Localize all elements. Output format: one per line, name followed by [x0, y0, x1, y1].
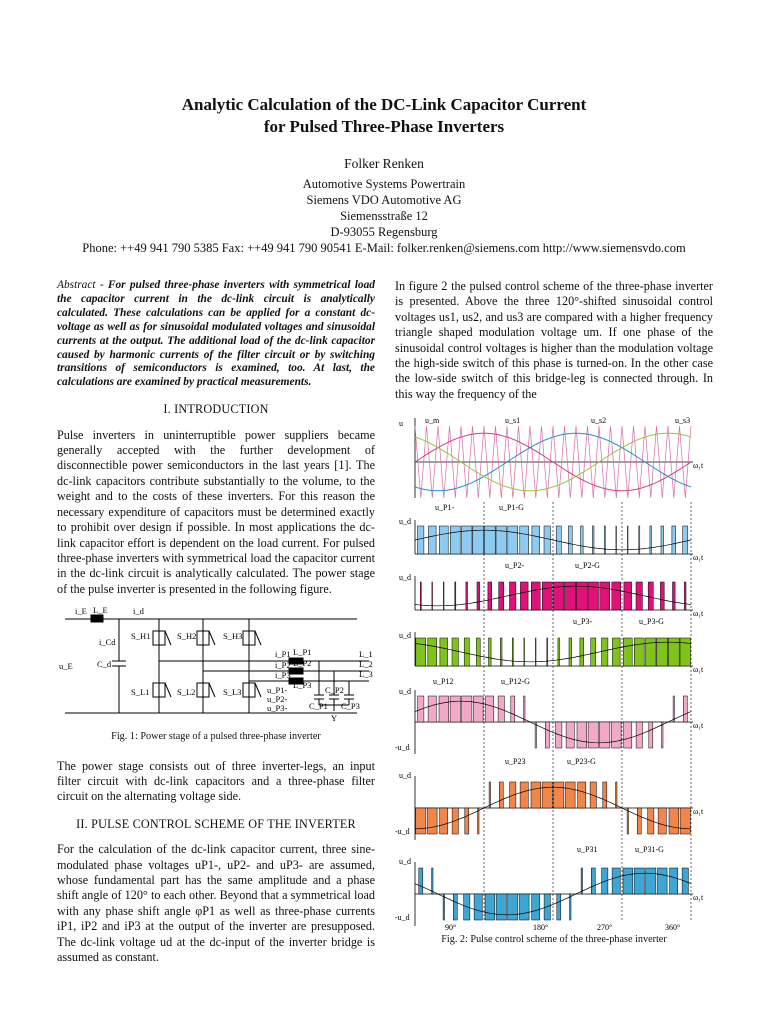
fig2-xtick-180: 180°	[533, 923, 549, 932]
fig2-pulses-p2-bar	[554, 582, 565, 610]
fig2-pulses-p31-bar	[474, 894, 482, 920]
fig2-pulses-p23-bar	[489, 782, 490, 808]
fig2-pulses-p3-bar	[547, 638, 548, 666]
fig2-pulses-p23-bar	[616, 782, 617, 808]
fig1-label-uP1: u_P1-	[267, 685, 288, 696]
fig2-pulses-p31-bar	[508, 894, 518, 920]
fig2-label-uP31G: u_P31-G	[635, 845, 664, 854]
title-line-2: for Pulsed Three-Phase Inverters	[263, 117, 505, 136]
fig2-pulses-p12-bar	[649, 722, 653, 748]
fig2-pulses-p31-bar	[432, 868, 433, 894]
fig2-pulses-p3-bar	[580, 638, 584, 666]
fig1-power-stage-schematic	[57, 605, 375, 725]
affiliation-line: Siemens VDO Automotive AG	[306, 193, 462, 207]
fig1-label-CP3: C_P3	[341, 701, 360, 712]
fig2-ud-label-1: u_d	[399, 517, 411, 526]
fig2-pulses-p23-bar	[566, 782, 576, 808]
fig2-pulses-p12-bar	[428, 696, 436, 722]
fig2-pulses-p3-bar	[440, 638, 448, 666]
fig2-pulses-p31-bar	[646, 868, 656, 894]
fig2-xtick-90: 90°	[445, 923, 457, 932]
fig2-pulses-p1-bar	[462, 526, 473, 554]
fig2-pulses-p12-bar	[588, 722, 598, 748]
fig2-label-uP2: u_P2-	[505, 561, 525, 570]
fig2-pulses-p2-bar	[542, 582, 552, 610]
fig2-omega-label-1: ω₁t	[693, 553, 704, 562]
fig2-pulses-p2-bar	[673, 582, 676, 610]
fig2-neg-ud-label-5: -u_d	[395, 827, 410, 836]
fig1-label-iP3: i_P3	[275, 670, 291, 681]
fig2-pulses-p1-bar	[661, 526, 664, 554]
fig1-label-CP2: C_P2	[325, 685, 344, 696]
fig2-pulses-p23-bar	[578, 782, 586, 808]
fig2-label-uP1: u_P1-	[435, 503, 455, 512]
fig2-omega-label-4: ω₁t	[693, 721, 704, 730]
fig2-xtick-270: 270°	[597, 923, 613, 932]
fig2-pulses-p31-bar	[634, 868, 644, 894]
fig2-pulses-p3-bar	[602, 638, 608, 666]
fig1-label-Y: Y	[331, 713, 338, 724]
fig2-pulses-p1-bar	[672, 526, 676, 554]
paper-title	[0, 94, 768, 138]
fig2-omega-label-2: ω₁t	[693, 609, 704, 618]
fig2-pulses-p1-bar	[592, 526, 594, 554]
fig2-pulses-p12-bar	[462, 696, 472, 722]
fig2-pulse-control-scheme	[395, 412, 713, 932]
fig1-label-iE: i_E	[75, 606, 87, 617]
fig2-omega-label-6: ω₁t	[693, 893, 704, 902]
fig2-neg-ud-label-4: -u_d	[395, 743, 410, 752]
fig2-pulses-p2-bar	[660, 582, 664, 610]
fig2-pulses-p12-bar	[673, 696, 674, 722]
fig1-label-iCd: i_Cd	[99, 637, 116, 648]
fig2-ud-label-5: u_d	[399, 771, 411, 780]
fig2-pulses-p3-bar	[452, 638, 458, 666]
affiliation-line: Automotive Systems Powertrain	[302, 177, 466, 191]
fig2-pulses-p3-bar	[623, 638, 632, 666]
fig1-label-SL3: S_L3	[223, 687, 242, 698]
fig2-pulses-p2-bar	[612, 582, 621, 610]
fig2-pulses-p2-bar	[600, 582, 610, 610]
fig1-label-SL2: S_L2	[177, 687, 196, 698]
fig1-label-iP1: i_P1	[275, 649, 291, 660]
fig2-label-uP1G: u_P1-G	[499, 503, 524, 512]
power-stage-paragraph: The power stage consists out of three inverter-legs, an input filter circuit with dc-link capacitors and a three-phase filter circuit on the alternating voltage side.	[57, 758, 375, 804]
fig2-pulses-p23-bar	[658, 808, 666, 834]
fig2-pulses-p3-bar	[591, 638, 596, 666]
fig2-pulses-p12-bar	[612, 722, 622, 748]
fig1-label-SH2: S_H2	[177, 631, 197, 642]
fig2-pulses-p23-bar	[478, 808, 479, 834]
fig1-label-L3: L_3	[359, 669, 373, 680]
fig2-pulses-p31-bar	[591, 868, 595, 894]
fig2-pulses-p2-bar	[499, 582, 504, 610]
fig2-pulses-p3-bar	[569, 638, 572, 666]
fig2-pulses-p23-bar	[531, 782, 541, 808]
fig2-pulses-p2-bar	[648, 582, 653, 610]
fig2-pulses-p23-bar	[669, 808, 679, 834]
section-heading-introduction: I. INTRODUCTION	[163, 402, 269, 417]
fig2-pulses-p23-bar	[603, 782, 607, 808]
fig1-label-L1: L_1	[359, 649, 373, 660]
fig1-label-SH1: S_H1	[131, 631, 151, 642]
fig2-pulses-p2-bar	[466, 582, 468, 610]
fig2-pulses-p2-bar	[684, 582, 686, 610]
fig2-pulses-p23-bar	[465, 808, 469, 834]
fig1-label-SL1: S_L1	[131, 687, 150, 698]
fig2-pulses-p31-bar	[496, 894, 506, 920]
fig2-pulses-p12-bar	[535, 722, 536, 748]
fig2-omega-label-3: ω₁t	[693, 665, 704, 674]
fig1-label-L2: L_2	[359, 659, 373, 670]
abstract-lead: Abstract -	[57, 279, 104, 291]
fig2-pulses-p2-bar	[636, 582, 642, 610]
fig2-label-uP23: u_P23	[505, 757, 526, 766]
fig2-omega-label-0: ω₁t	[693, 461, 704, 470]
fig2-pulses-p31-bar	[670, 868, 678, 894]
fig2-pulses-p1-bar	[439, 526, 448, 554]
fig2-pulses-p1-bar	[683, 526, 688, 554]
contact-line: Phone: ++49 941 790 5385 Fax: ++49 941 790 90541 E-Mail: folker.renken@siemens.com http://www.siemensvdo.com	[82, 241, 686, 255]
fig1-caption: Fig. 1: Power stage of a pulsed three-phase inverter	[111, 731, 321, 743]
fig2-pulses-p1-bar	[639, 526, 640, 554]
fig2-label-us3: u_s3	[675, 416, 691, 425]
fig2-pulses-p3-bar	[646, 638, 657, 666]
fig2-ud-label-6: u_d	[399, 857, 411, 866]
title-line-1: Analytic Calculation of the DC-Link Capacitor Current	[181, 95, 587, 114]
fig2-pulses-p3-bar	[558, 638, 560, 666]
fig1-label-LP3: L_P3	[293, 680, 312, 691]
fig2-label-uP3: u_P3-	[573, 617, 593, 626]
fig2-pulses-p2-bar	[510, 582, 516, 610]
fig2-pulses-p1-bar	[581, 526, 584, 554]
fig2-pulses-p31-bar	[485, 894, 495, 920]
fig2-label-us2: u_s2	[591, 416, 607, 425]
fig2-pulses-p23-bar	[542, 782, 552, 808]
fig2-label-uP12: u_P12	[433, 677, 454, 686]
fig2-label-uP12G: u_P12-G	[501, 677, 530, 686]
fig2-pulses-p3-bar	[464, 638, 469, 666]
fig2-pulses-p3-bar	[500, 638, 502, 666]
fig2-pulses-p3-bar	[680, 638, 691, 666]
fig2-label-uP2G: u_P2-G	[575, 561, 600, 570]
fig2-pulses-p12-bar	[577, 722, 587, 748]
fig2-pulses-p31-bar	[557, 894, 561, 920]
fig2-pulses-p2-bar	[488, 582, 492, 610]
fig2-pulses-p2-bar	[624, 582, 632, 610]
fig2-pulses-p23-bar	[554, 782, 564, 808]
fig2-pulses-p12-bar	[450, 696, 460, 722]
fig2-pulses-p12-bar	[566, 722, 574, 748]
fig2-pulses-p1-bar	[428, 526, 436, 554]
fig2-pulses-p2-bar	[420, 582, 421, 610]
fig2-pulses-p12-bar	[474, 696, 484, 722]
figure2-intro-paragraph: In figure 2 the pulsed control scheme of the three-phase inverter is presented. Above the three 120°-shifted sinusoidal control voltages us1, us2, and us3 are compared with a higher frequency triangle shaped modulation voltage um. If one phase of the sinusoidal control voltages is higher than the modulation voltage the high-side switch of this phase is turned-on. In the other case the low-side switch of this bridge-leg is connected through. In this way the frequency of the	[395, 279, 713, 401]
fig1-label-uP2: u_P2-	[267, 694, 288, 705]
fig1-label-id: i_d	[133, 606, 144, 617]
fig1-label-iP2: i_P2	[275, 660, 291, 671]
fig2-pulses-p12-bar	[624, 722, 632, 748]
fig2-xtick-360: 360°	[665, 923, 681, 932]
left-column	[57, 279, 375, 965]
fig2-pulses-p31-bar	[581, 868, 582, 894]
fig1-label-uP3: u_P3-	[267, 703, 288, 714]
fig2-pulses-p31-bar	[658, 868, 668, 894]
fig2-pulses-p3-bar	[512, 638, 513, 666]
fig2-pulses-p12-bar	[600, 722, 610, 748]
fig1-label-SH3: S_H3	[223, 631, 243, 642]
fig2-pulses-p31-bar	[612, 868, 620, 894]
fig2-pulses-p23-bar	[416, 808, 426, 834]
author-block	[0, 156, 768, 256]
fig2-pulses-p1-bar	[556, 526, 561, 554]
fig2-pulses-p31-bar	[623, 868, 633, 894]
fig2-pulses-p12-bar	[439, 696, 449, 722]
fig2-pulses-p31-bar	[443, 894, 444, 920]
fig2-pulses-p1-bar	[650, 526, 652, 554]
fig2-pulses-p31-bar	[453, 894, 457, 920]
fig2-pulses-p31-bar	[532, 894, 540, 920]
fig2-pulses-p3-bar	[476, 638, 480, 666]
fig2-pulses-p12-bar	[511, 696, 515, 722]
author-name: Folker Renken	[344, 156, 424, 171]
fig2-pulses-p23-bar	[520, 782, 528, 808]
fig2-pulses-p1-bar	[532, 526, 540, 554]
fig1-label-LP2: L_P2	[293, 658, 312, 669]
fig2-pulses-p2-bar	[520, 582, 528, 610]
intro-paragraph: Pulse inverters in uninterruptible power suppliers became generally accepted with the further development of disconnectible power semiconductors in the last years [1]. The dc-link capacitors contribute substantially to the volume, to the weight and to the costs of these inverters. For this reason the necessary expenditure of capacitors must be determined exactly to prohibit over design if possible. In most applications the dc-link capacitor effort is dependent on the load current. For pulsed three-phase inverters with symmetrical load the capacitor current in the dc-link circuit is analytically calculated. The power stage of the pulse inverter is presented in the following figure.	[57, 427, 375, 596]
fig2-label-uP31: u_P31	[577, 845, 598, 854]
fig2-pulses-p12-bar	[683, 696, 687, 722]
fig2-pulses-p3-bar	[416, 638, 426, 666]
fig1-label-LP1: L_P1	[293, 647, 312, 658]
fig2-ud-label-2: u_d	[399, 573, 411, 582]
abstract	[57, 279, 375, 390]
fig2-pulses-p1-bar	[520, 526, 529, 554]
fig2-pulses-p12-bar	[524, 696, 525, 722]
fig2-pulses-p31-bar	[570, 894, 571, 920]
fig2-pulses-p1-bar	[418, 526, 424, 554]
fig2-pulses-p23-bar	[440, 808, 448, 834]
fig1-label-Cd: C_d	[97, 659, 112, 670]
fig2-pulses-p23-bar	[627, 808, 628, 834]
fig2-pulses-p1-bar	[604, 526, 605, 554]
fig2-pulses-p2-bar	[455, 582, 456, 610]
fig2-label-uP3G: u_P3-G	[639, 617, 664, 626]
fig2-pulses-p1-bar	[544, 526, 550, 554]
fig2-pulses-p2-bar	[588, 582, 599, 610]
fig2-pulses-p23-bar	[680, 808, 690, 834]
fig1-label-uE: u_E	[59, 661, 73, 672]
abstract-text: For pulsed three-phase inverters with symmetrical load the capacitor current in the dc-link circuit is analytically calculated. These calculations can be applied for a constant dc-voltage as well as for sinusoidal modulated voltages and sinusoidal currents at the output. The additional load of the dc-link capacitor caused by harmonic currents of the filter circuit or by switching transitions of semiconductors is examined, too. At last, the calculations are examined by practical measurements.	[57, 279, 375, 389]
fig2-ud-label-3: u_d	[399, 631, 411, 640]
affiliation-line: Siemensstraße 12	[340, 209, 428, 223]
affiliation-line: D-93055 Regensburg	[330, 225, 438, 239]
fig2-pulses-p23-bar	[637, 808, 641, 834]
right-column	[395, 279, 713, 402]
fig2-label-uP23G: u_P23-G	[567, 757, 596, 766]
fig2-pulses-p1-bar	[568, 526, 572, 554]
fig2-axis-label-u: u	[399, 419, 403, 428]
fig2-omega-label-5: ω₁t	[693, 807, 704, 816]
fig2-pulses-p3-bar	[634, 638, 644, 666]
fig2-label-us1: u_s1	[505, 416, 521, 425]
fig2-label-um: u_m	[425, 416, 440, 425]
fig2-ud-label-4: u_d	[399, 687, 411, 696]
fig2-pulses-p2-bar	[477, 582, 480, 610]
fig2-pulses-p31-bar	[419, 868, 423, 894]
fig2-pulses-p1-bar	[450, 526, 460, 554]
fig2-pulses-p1-bar	[508, 526, 518, 554]
fig2-pulses-p2-bar	[531, 582, 540, 610]
fig2-pulses-p12-bar	[486, 696, 494, 722]
fig2-pulses-p23-bar	[499, 782, 503, 808]
fig2-caption: Fig. 2: Pulse control scheme of the three-phase inverter	[441, 934, 667, 945]
fig2-neg-ud-label-6: -u_d	[395, 913, 410, 922]
fig1-label-CP1: C_P1	[309, 701, 328, 712]
fig2-pulses-p3-bar	[428, 638, 437, 666]
fig2-pulses-p1-bar	[496, 526, 507, 554]
pulse-control-paragraph: For the calculation of the dc-link capacitor current, three sine-modulated phase voltages uP1-, uP2- and uP3- are assumed, whose fundamental part has the same amplitude and a phase shift angle of 120° to each other. Beyond that a symmetrical load with any phase shift angle φP1 as well as three-phase currents iP1, iP2 and iP3 at the output of the inverter are presupposed. The dc-link voltage ud at the dc-input of the inverter bridge is assumed as constant.	[57, 842, 375, 964]
fig2-pulses-p12-bar	[662, 722, 663, 748]
section-heading-pulse-control: II. PULSE CONTROL SCHEME OF THE INVERTER	[76, 816, 356, 831]
fig2-pulses-p3-bar	[612, 638, 620, 666]
fig2-pulses-p31-bar	[520, 894, 530, 920]
fig2-pulses-p23-bar	[428, 808, 438, 834]
fig2-pulses-p12-bar	[545, 722, 549, 748]
fig1-label-LE: L_E	[93, 605, 108, 616]
fig2-pulses-p3-bar	[489, 638, 492, 666]
